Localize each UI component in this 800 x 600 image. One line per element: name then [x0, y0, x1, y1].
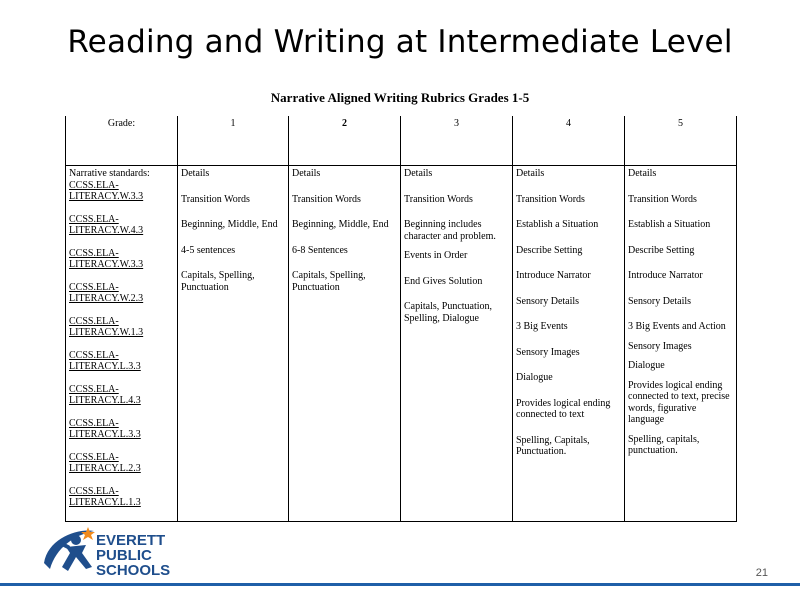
standards-label: Narrative standards: [69, 168, 150, 179]
standard-item: CCSS.ELA-LITERACY.L.4.3 [69, 383, 141, 406]
rubric-item: Describe Setting [628, 244, 695, 256]
rubric-item: Introduce Narrator [628, 270, 703, 281]
page-number: 21 [755, 567, 768, 579]
header-grade-label: Grade: [66, 116, 178, 166]
rubric-item: Sensory Details [628, 295, 692, 307]
rubric-item: Beginning, Middle, End [292, 219, 389, 230]
rubric-item: Spelling, capitals, punctuation. [628, 433, 700, 456]
rubric-item: Transition Words [516, 193, 585, 205]
rubric-item: Capitals, Spelling, Punctuation [292, 270, 366, 293]
grade-3-cell [401, 166, 513, 522]
rubric-item: Spelling, Capitals, Punctuation. [516, 434, 590, 457]
standard-item: CCSS.ELA-LITERACY.W.3.3 [69, 247, 144, 270]
footer-rule [0, 583, 800, 586]
table-title: Narrative Aligned Writing Rubrics Grades 1-5 [270, 90, 530, 105]
rubric-item: Describe Setting [516, 244, 583, 256]
rubric-item: Establish a Situation [516, 219, 599, 230]
slide-title: Reading and Writing at Intermediate Level [67, 24, 733, 60]
rubric-item: Provides logical ending connected to text [516, 397, 611, 420]
grade-1-cell [178, 166, 289, 522]
rubric-item: Establish a Situation [628, 219, 711, 230]
rubric-item: Transition Words [181, 193, 250, 205]
rubric-item: Events in Order [404, 250, 468, 261]
header-row [66, 116, 737, 166]
rubric-item: Capitals, Punctuation, Spelling, Dialogue [404, 301, 493, 324]
rubric-item: End Gives Solution [404, 275, 483, 287]
header-grade-5: 5 [625, 116, 737, 166]
header-grade-1: 1 [178, 116, 289, 166]
rubric-item: Sensory Details [516, 295, 580, 307]
logo-wordmark [96, 533, 170, 578]
rubric-item: Sensory Images [628, 340, 692, 352]
rubric-item: Transition Words [292, 193, 361, 205]
rubric-item: Dialogue [628, 360, 665, 371]
rubric-item: Details [516, 168, 545, 179]
header-grade-4: 4 [513, 116, 625, 166]
rubric-item: Beginning includes character and problem. [404, 219, 496, 242]
standards-cell [66, 166, 178, 522]
logo-line-1: EVERETT [96, 532, 166, 549]
rubric-item: Details [404, 168, 433, 179]
rubric-item: Transition Words [628, 193, 697, 205]
body-row [66, 166, 737, 522]
logo-line-2: PUBLIC [96, 547, 152, 564]
logo-line-3: SCHOOLS [96, 562, 171, 579]
rubric-item: Details [628, 168, 657, 179]
rubric-item: Details [181, 168, 210, 179]
rubric-item: Sensory Images [516, 346, 580, 358]
rubric-item: 6-8 Sentences [292, 244, 348, 256]
rubric-item: 3 Big Events [516, 321, 568, 332]
rubric-item: Details [292, 168, 321, 179]
grade-4-cell [513, 166, 625, 522]
standard-item: CCSS.ELA-LITERACY.W.2.3 [69, 281, 144, 304]
standard-item: CCSS.ELA-LITERACY.L.1.3 [69, 485, 141, 508]
rubric-item: Beginning, Middle, End [181, 219, 278, 230]
rubric-item: Transition Words [404, 193, 473, 205]
rubric-item: Capitals, Spelling, Punctuation [181, 270, 255, 293]
rubric-item: Provides logical ending connected to text, precise words, figurative language [628, 379, 730, 425]
rubric-item: 3 Big Events and Action [628, 321, 726, 332]
standard-item: CCSS.ELA-LITERACY.W.4.3 [69, 213, 144, 236]
standard-item: CCSS.ELA-LITERACY.W.3.3 [69, 179, 144, 202]
standard-item: CCSS.ELA-LITERACY.L.3.3 [69, 417, 141, 440]
rubric-table [65, 116, 737, 522]
grade-5-cell [625, 166, 737, 522]
standard-item: CCSS.ELA-LITERACY.L.2.3 [69, 451, 141, 474]
standard-item: CCSS.ELA-LITERACY.L.3.3 [69, 349, 141, 372]
header-grade-2: 2 [289, 116, 401, 166]
grade-2-cell [289, 166, 401, 522]
rubric-item: Dialogue [516, 372, 553, 383]
header-grade-3: 3 [401, 116, 513, 166]
rubric-item: Introduce Narrator [516, 270, 591, 281]
standard-item: CCSS.ELA-LITERACY.W.1.3 [69, 315, 144, 338]
rubric-item: 4-5 sentences [181, 244, 236, 256]
